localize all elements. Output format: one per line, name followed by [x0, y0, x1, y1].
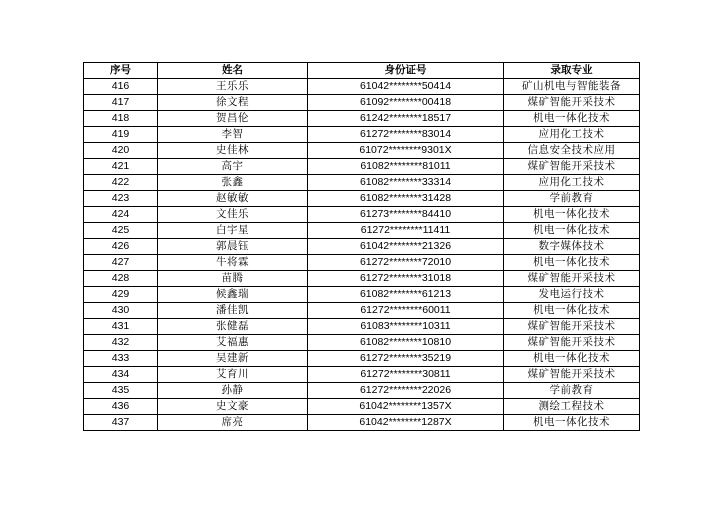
row-id-number: 61042********1357X [308, 399, 504, 415]
row-name: 郭晨钰 [158, 239, 308, 255]
table-row [84, 399, 640, 415]
row-serial-number: 428 [84, 271, 158, 287]
row-name: 高宇 [158, 159, 308, 175]
row-serial-number: 434 [84, 367, 158, 383]
row-serial-number: 426 [84, 239, 158, 255]
table-row [84, 111, 640, 127]
row-admitted-major: 学前教育 [504, 383, 640, 399]
table-row [84, 415, 640, 431]
table-row [84, 383, 640, 399]
row-id-number: 61082********10810 [308, 335, 504, 351]
row-id-number: 61272********11411 [308, 223, 504, 239]
table-row [84, 255, 640, 271]
row-serial-number: 435 [84, 383, 158, 399]
row-admitted-major: 机电一体化技术 [504, 351, 640, 367]
row-id-number: 61082********33314 [308, 175, 504, 191]
row-id-number: 61272********35219 [308, 351, 504, 367]
table-row [84, 223, 640, 239]
row-name: 徐文程 [158, 95, 308, 111]
table-row [84, 191, 640, 207]
row-id-number: 61042********1287X [308, 415, 504, 431]
row-serial-number: 420 [84, 143, 158, 159]
table-row [84, 143, 640, 159]
row-serial-number: 419 [84, 127, 158, 143]
table-row [84, 319, 640, 335]
row-serial-number: 427 [84, 255, 158, 271]
table-row [84, 287, 640, 303]
row-admitted-major: 机电一体化技术 [504, 303, 640, 319]
row-name: 张健磊 [158, 319, 308, 335]
row-name: 吴建新 [158, 351, 308, 367]
row-id-number: 61272********60011 [308, 303, 504, 319]
row-id-number: 61072********9301X [308, 143, 504, 159]
table-row [84, 95, 640, 111]
row-serial-number: 418 [84, 111, 158, 127]
row-id-number: 61042********21326 [308, 239, 504, 255]
row-name: 史文豪 [158, 399, 308, 415]
row-admitted-major: 煤矿智能开采技术 [504, 95, 640, 111]
row-name: 艾育川 [158, 367, 308, 383]
table-header-row [84, 63, 640, 79]
row-serial-number: 429 [84, 287, 158, 303]
table-row [84, 207, 640, 223]
row-admitted-major: 数字媒体技术 [504, 239, 640, 255]
row-id-number: 61083********10311 [308, 319, 504, 335]
header-serial-number: 序号 [84, 63, 158, 79]
row-admitted-major: 信息安全技术应用 [504, 143, 640, 159]
row-admitted-major: 机电一体化技术 [504, 223, 640, 239]
row-name: 苗腾 [158, 271, 308, 287]
table-row [84, 335, 640, 351]
header-admitted-major: 录取专业 [504, 63, 640, 79]
row-id-number: 61272********83014 [308, 127, 504, 143]
row-name: 牛将霖 [158, 255, 308, 271]
table-row [84, 351, 640, 367]
row-serial-number: 433 [84, 351, 158, 367]
table-row [84, 127, 640, 143]
row-admitted-major: 煤矿智能开采技术 [504, 319, 640, 335]
row-id-number: 61273********84410 [308, 207, 504, 223]
row-id-number: 61272********31018 [308, 271, 504, 287]
row-admitted-major: 发电运行技术 [504, 287, 640, 303]
row-id-number: 61082********81011 [308, 159, 504, 175]
table-row [84, 303, 640, 319]
table-body [84, 79, 640, 431]
row-serial-number: 437 [84, 415, 158, 431]
row-name: 席亮 [158, 415, 308, 431]
row-name: 候鑫瑞 [158, 287, 308, 303]
row-admitted-major: 应用化工技术 [504, 175, 640, 191]
row-id-number: 61242********18517 [308, 111, 504, 127]
row-name: 王乐乐 [158, 79, 308, 95]
row-name: 史佳林 [158, 143, 308, 159]
row-serial-number: 425 [84, 223, 158, 239]
row-id-number: 61272********22026 [308, 383, 504, 399]
table-row [84, 79, 640, 95]
row-serial-number: 422 [84, 175, 158, 191]
row-serial-number: 417 [84, 95, 158, 111]
table-row [84, 159, 640, 175]
row-name: 赵敏敏 [158, 191, 308, 207]
row-id-number: 61092********00418 [308, 95, 504, 111]
row-id-number: 61082********61213 [308, 287, 504, 303]
row-admitted-major: 学前教育 [504, 191, 640, 207]
row-admitted-major: 机电一体化技术 [504, 111, 640, 127]
row-admitted-major: 机电一体化技术 [504, 255, 640, 271]
row-name: 李智 [158, 127, 308, 143]
row-admitted-major: 机电一体化技术 [504, 207, 640, 223]
row-admitted-major: 测绘工程技术 [504, 399, 640, 415]
row-serial-number: 421 [84, 159, 158, 175]
admission-table [83, 62, 640, 431]
row-serial-number: 430 [84, 303, 158, 319]
row-name: 文佳乐 [158, 207, 308, 223]
row-admitted-major: 矿山机电与智能装备 [504, 79, 640, 95]
row-admitted-major: 煤矿智能开采技术 [504, 335, 640, 351]
row-serial-number: 416 [84, 79, 158, 95]
row-admitted-major: 煤矿智能开采技术 [504, 159, 640, 175]
row-name: 张鑫 [158, 175, 308, 191]
row-name: 艾福惠 [158, 335, 308, 351]
table-row [84, 239, 640, 255]
header-id-number: 身份证号 [308, 63, 504, 79]
row-id-number: 61272********72010 [308, 255, 504, 271]
row-serial-number: 431 [84, 319, 158, 335]
row-admitted-major: 机电一体化技术 [504, 415, 640, 431]
row-serial-number: 436 [84, 399, 158, 415]
row-id-number: 61272********30811 [308, 367, 504, 383]
row-name: 贺昌伦 [158, 111, 308, 127]
row-admitted-major: 煤矿智能开采技术 [504, 271, 640, 287]
row-name: 潘佳凯 [158, 303, 308, 319]
row-name: 白宇星 [158, 223, 308, 239]
row-serial-number: 424 [84, 207, 158, 223]
table-row [84, 271, 640, 287]
row-id-number: 61042********50414 [308, 79, 504, 95]
row-admitted-major: 煤矿智能开采技术 [504, 367, 640, 383]
table-row [84, 175, 640, 191]
row-serial-number: 432 [84, 335, 158, 351]
header-name: 姓名 [158, 63, 308, 79]
row-serial-number: 423 [84, 191, 158, 207]
row-admitted-major: 应用化工技术 [504, 127, 640, 143]
row-id-number: 61082********31428 [308, 191, 504, 207]
row-name: 孙静 [158, 383, 308, 399]
table-row [84, 367, 640, 383]
